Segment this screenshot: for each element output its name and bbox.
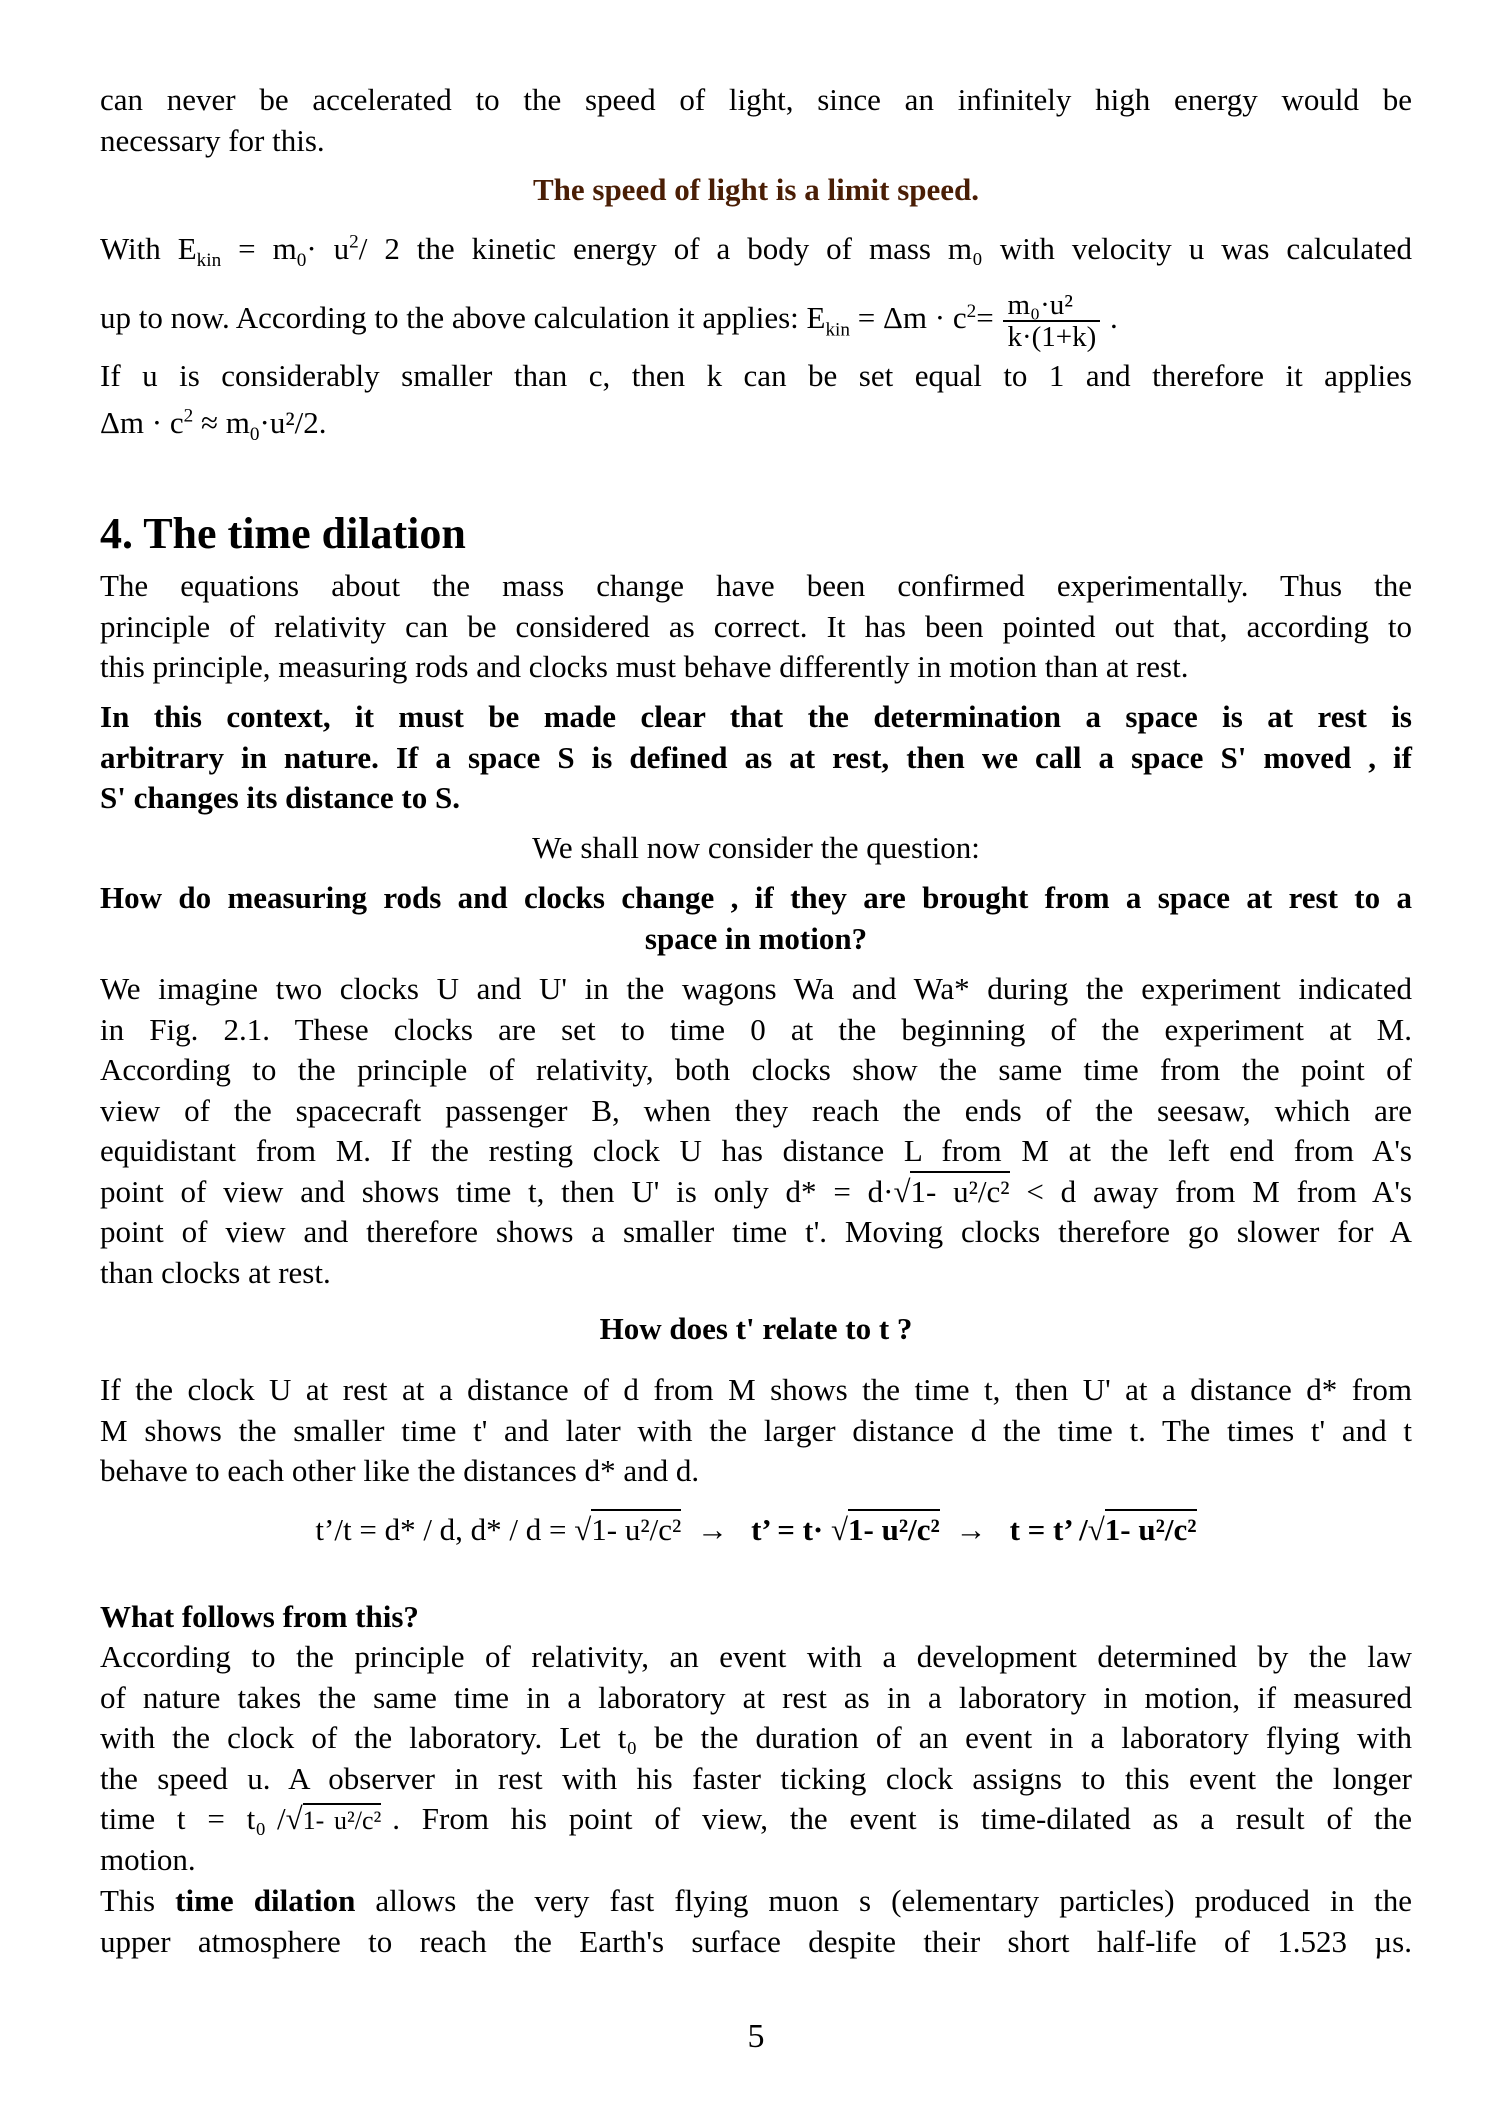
follows-heading: What follows from this?	[100, 1599, 419, 1634]
limit-speed-statement: The speed of light is a limit speed.	[532, 172, 980, 207]
page-number: 5	[747, 2018, 765, 2055]
time-dilation-formula: t’/t = d* / d, d* / d = √1- u²/c² → t’ = t· √1- u²/c² → t = t’ /√1- u²/c²	[100, 1512, 1412, 1548]
fraction: $\frac{\text{m₀·u²}}{k\cdot(1+k)}$	[1003, 290, 1100, 352]
text-line: point of view and therefore shows a smaller time t'. Moving clocks therefore go slower for A	[100, 1214, 1412, 1249]
text-line: view of the spacecraft passenger B, when they reach the ends of the seesaw, which are	[100, 1092, 1412, 1128]
text-line: motion.	[100, 1841, 196, 1877]
text-line: According to the principle of relativity, an event with a development determined by the law	[100, 1639, 1412, 1674]
section-heading: 4. The time dilation	[100, 509, 466, 558]
text-line: can never be accelerated to the speed of light, since an infinitely high energy would be	[100, 82, 1412, 117]
text-line: We imagine two clocks U and U' in the wagons Wa and Wa* during the experiment indicated	[100, 971, 1412, 1006]
relate-question: How does t' relate to t ?	[599, 1311, 913, 1346]
kinetic-energy-formula-line: up to now. According to the above calculation it applies: $E_{kin} = \Delta m \cdot c^2=$ $\frac{\text{m₀·u²}}{k\cdot(1+k)}$ .	[100, 289, 1118, 353]
text-line: In this context, it must be made clear that the determination a space is at rest is	[100, 699, 1412, 734]
text-line: How do measuring rods and clocks change , if they are brought from a space at rest to a	[100, 880, 1412, 915]
text-line: point of view and shows time t, then U' is only d* = d·√1- u²/c² < d away from M from A's	[100, 1172, 1412, 1213]
text-line: This time dilation allows the very fast flying muon s (elementary particles) produced in the	[100, 1883, 1412, 1918]
rods-clocks-question	[100, 878, 1412, 959]
text-line: principle of relativity can be considered as correct. It has been pointed out that, according to	[100, 608, 1412, 644]
text-line: upper atmosphere to reach the Earth's surface despite their short half-life of 1.523 µs.	[100, 1923, 1412, 1959]
consider-line: We shall now consider the question:	[532, 830, 980, 865]
clocks-experiment-paragraph	[100, 969, 1412, 1293]
text-line: behave to each other like the distances d* and d.	[100, 1453, 700, 1488]
muon-paragraph	[100, 1881, 1412, 1962]
text-line: time t = t₀ /√1- u²/c² . From his point of view, the event is time-dilated as a result of the	[100, 1801, 1412, 1836]
text-line: than clocks at rest.	[100, 1254, 331, 1290]
text-line: the speed u. A observer in rest with his faster ticking clock assigns to this event the longer	[100, 1760, 1412, 1796]
text-line: S' changes its distance to S.	[100, 780, 460, 815]
mass-change-paragraph	[100, 566, 1412, 688]
text-line: in Fig. 2.1. These clocks are set to time 0 at the beginning of the experiment at M.	[100, 1011, 1412, 1047]
kinetic-energy-paragraph	[100, 229, 1412, 270]
text-line: this principle, measuring rods and clocks must behave differently in motion than at rest.	[100, 649, 1189, 684]
text-line: equidistant from M. If the resting clock U has distance L from M at the left end from A's	[100, 1133, 1412, 1168]
text-line: According to the principle of relativity, both clocks show the same time from the point of	[100, 1052, 1412, 1087]
distance-ratio-paragraph	[100, 1370, 1412, 1492]
text-line: with the clock of the laboratory. Let t₀ be the duration of an event in a laboratory flying with	[100, 1720, 1412, 1755]
rest-definition-paragraph	[100, 697, 1412, 819]
text-line: If u is considerably smaller than c, then k can be set equal to 1 and therefore it applies	[100, 358, 1412, 393]
text-line: With $E_{kin} = m_0\cdot u^2/$ 2 the kinetic energy of a body of mass m₀ with velocity u was calculated	[100, 231, 1412, 272]
text-line: of nature takes the same time in a laboratory at rest as in a laboratory in motion, if measured	[100, 1679, 1412, 1715]
text-line: $\Delta m \cdot c^2 \approx m_0\cdot u^2/2$.	[100, 404, 327, 445]
approximation-paragraph	[100, 356, 1412, 443]
text-line: arbitrary in nature. If a space S is defined as at rest, then we call a space S' moved , if	[100, 739, 1412, 775]
event-duration-paragraph	[100, 1637, 1412, 1880]
text-line: M shows the smaller time t' and later with the larger distance d the time t. The times t' and t	[100, 1412, 1412, 1448]
text-line: The equations about the mass change have been confirmed experimentally. Thus the	[100, 568, 1412, 603]
text-line: space in motion?	[644, 920, 868, 956]
text-line: If the clock U at rest at a distance of d from M shows the time t, then U' at a distance d* from	[100, 1372, 1412, 1407]
time-dilation-term: time dilation	[175, 1883, 356, 1918]
intro-paragraph	[100, 80, 1412, 161]
text-line: necessary for this.	[100, 122, 325, 158]
